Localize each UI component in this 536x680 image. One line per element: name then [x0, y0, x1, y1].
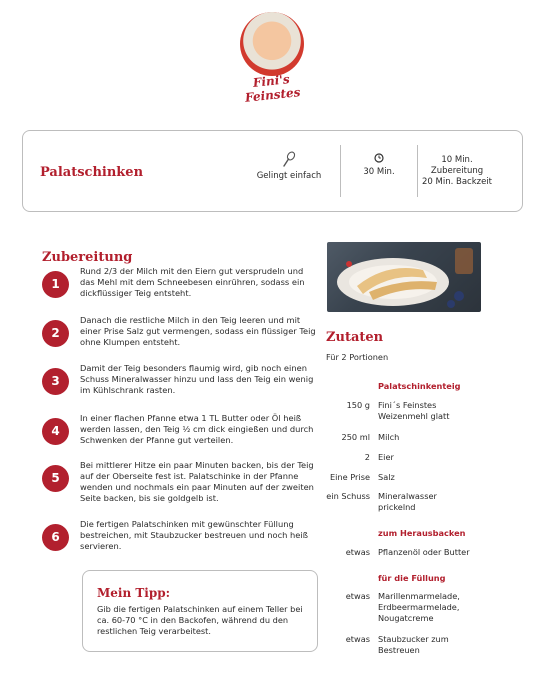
preparation-heading: Zubereitung — [42, 250, 133, 265]
step-text: Damit der Teig besonders flaumig wird, gib noch einen Schuss Mineralwasser hinzu und lass den Teig ein wenig im Kühlschrank rasten. — [80, 363, 314, 395]
bake-time: 20 Min. Backzeit — [421, 177, 493, 187]
step-number: 3 — [42, 368, 69, 395]
step-number: 5 — [42, 465, 69, 492]
ingredient-amount: etwas — [345, 634, 370, 644]
time-info — [345, 153, 413, 233]
ingredient-amount: Eine Prise — [329, 472, 370, 482]
grandma-mascot-logo — [240, 12, 304, 76]
step-number: 6 — [42, 524, 69, 551]
ingredient-amount: ein Schuss — [326, 491, 370, 501]
tip-text: Gib die fertigen Palatschinken auf einem Teller bei ca. 60-70 °C in den Backofen, während du den restlichen Teig verarbeitest. — [97, 604, 303, 636]
ingredient-name: Staubzucker zum Bestreuen — [378, 634, 449, 655]
ingredient-group-title: zum Herausbacken — [378, 528, 466, 538]
step-text: Bei mittlerer Hitze ein paar Minuten backen, bis der Teig auf der Oberseite fest ist. Palatschinke in der Pfanne wenden und nochmals ein paar Minuten auf der zweiten Seite backen, bis sie goldgelb ist. — [80, 460, 314, 503]
brand-logo[interactable] — [228, 8, 316, 105]
ingredient-amount: etwas — [345, 547, 370, 557]
ingredient-name: Pflanzenöl oder Butter — [378, 547, 470, 557]
brand-wordmark: Fini's Feinstes — [244, 72, 302, 105]
ingredient-name: Mineralwasser prickelnd — [378, 491, 437, 512]
ingredients-heading: Zutaten — [326, 330, 384, 345]
pancake-plate-image — [327, 242, 481, 312]
recipe-info-card — [22, 130, 523, 212]
divider — [417, 145, 418, 197]
tip-heading: Mein Tipp: — [97, 586, 171, 600]
step-number: 1 — [42, 271, 69, 298]
portions-label: Für 2 Portionen — [326, 352, 389, 362]
ingredient-group-title: Palatschinkenteig — [378, 381, 461, 391]
prep-time: 10 Min. — [441, 155, 473, 165]
ingredient-group-title: für die Füllung — [378, 573, 446, 583]
time-label: 30 Min. — [363, 167, 395, 177]
ingredient-name: Salz — [378, 472, 395, 482]
clock-icon — [374, 153, 384, 163]
difficulty-info — [245, 151, 333, 231]
recipe-photo — [327, 242, 481, 312]
difficulty-label: Gelingt einfach — [256, 171, 322, 181]
step-text: In einer flachen Pfanne etwa 1 TL Butter oder Öl heiß werden lassen, den Teig ½ cm dick eingießen und durch Schwenken der Pfanne gut verteilen. — [80, 413, 314, 445]
ingredient-amount: etwas — [345, 591, 370, 601]
step-text: Rund 2/3 der Milch mit den Eiern gut versprudeln und das Mehl mit dem Schneebesen einrühren, sodass ein dickflüssiger Teig entsteht. — [80, 266, 305, 298]
time-details — [419, 155, 495, 235]
tip-box — [82, 570, 318, 652]
ingredient-amount: 250 ml — [341, 432, 370, 442]
step-number: 2 — [42, 320, 69, 347]
step-text: Die fertigen Palatschinken mit gewünschter Füllung bestreichen, mit Staubzucker bestreuen und noch heiß servieren. — [80, 519, 308, 551]
step-number: 4 — [42, 418, 69, 445]
whisk-icon — [282, 151, 296, 167]
ingredient-name: Milch — [378, 432, 400, 442]
recipe-title: Palatschinken — [40, 165, 144, 180]
ingredient-amount: 2 — [364, 452, 370, 462]
ingredient-amount: 150 g — [346, 400, 370, 410]
ingredient-name: Fini´s Feinstes Weizenmehl glatt — [378, 400, 450, 421]
prep-label: Zubereitung — [430, 166, 484, 176]
ingredient-name: Marillenmarmelade, Erdbeermarmelade, Nougatcreme — [378, 591, 460, 623]
step-text: Danach die restliche Milch in den Teig leeren und mit einer Prise Salz gut vermengen, sodass ein flüssiger Teig ohne Klumpen entsteht. — [80, 315, 316, 347]
ingredient-name: Eier — [378, 452, 394, 462]
divider — [340, 145, 341, 197]
